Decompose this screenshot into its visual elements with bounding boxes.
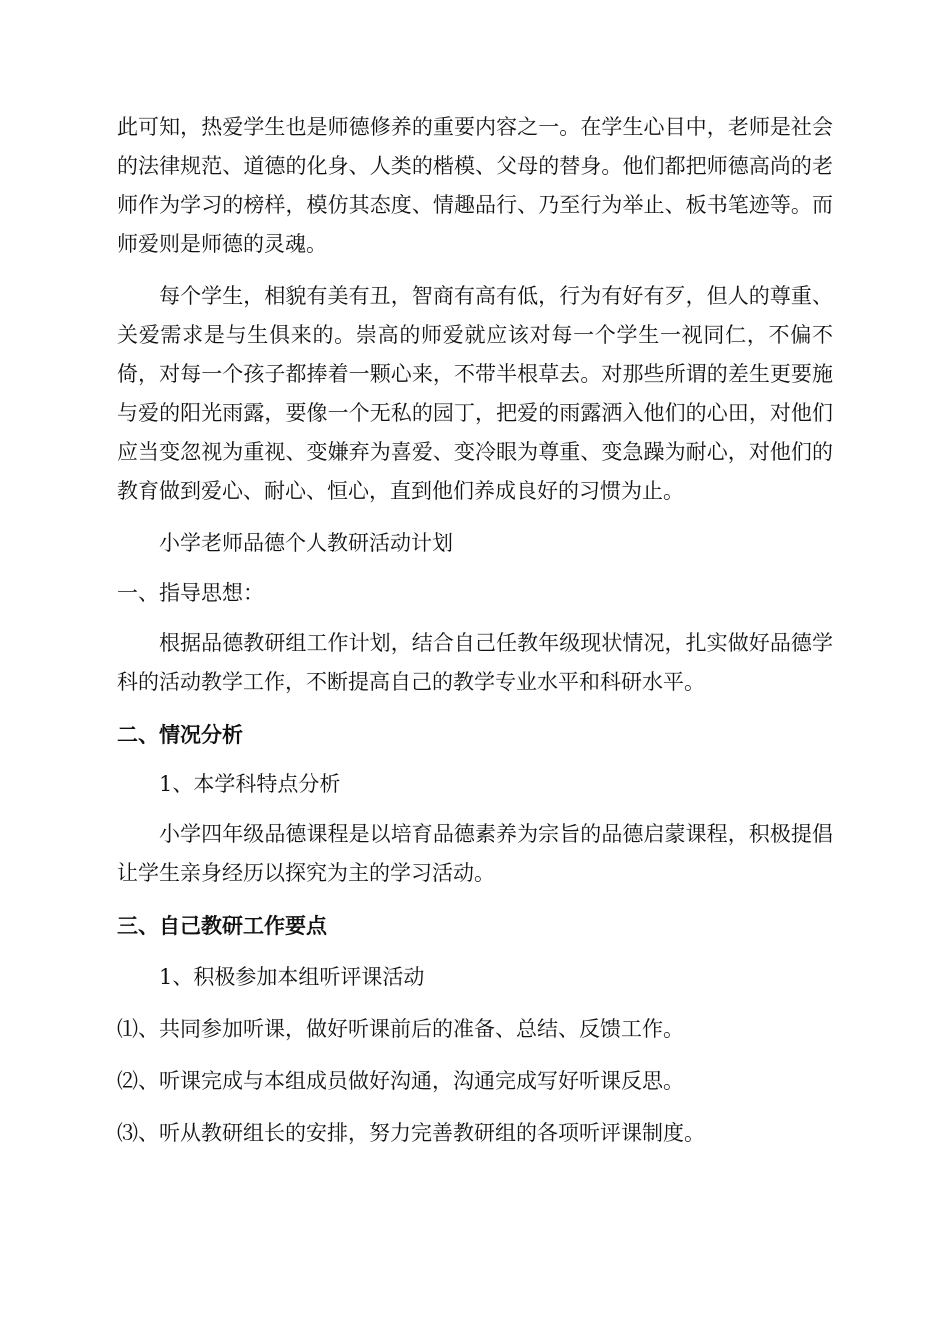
list-item-2: ⑵、听课完成与本组成员做好沟通，沟通完成写好听课反思。 bbox=[117, 1069, 684, 1093]
paragraph-guiding-thought: 根据品德教研组工作计划，结合自己任教年级现状情况，扎实做好品德学科的活动教学工作，不断提高自己的教学专业水平和科研水平。 bbox=[117, 631, 833, 694]
section-heading-work-points: 三、自己教研工作要点 bbox=[117, 913, 327, 938]
paragraph-subject-features: 小学四年级品德课程是以培育品德素养为宗旨的品德启蒙课程，积极提倡让学生亲身经历以探究为主的学习活动。 bbox=[117, 822, 833, 885]
subheading-lesson-activities: 1、积极参加本组听评课活动 bbox=[159, 965, 425, 989]
subheading-subject-features: 1、本学科特点分析 bbox=[159, 772, 341, 796]
document-title: 小学老师品德个人教研活动计划 bbox=[159, 531, 453, 555]
list-item-3: ⑶、听从教研组长的安排，努力完善教研组的各项听评课制度。 bbox=[117, 1121, 705, 1145]
paragraph-students: 每个学生，相貌有美有丑，智商有高有低，行为有好有歹，但人的尊重、关爱需求是与生俱来的。崇高的师爱就应该对每一个学生一视同仁，不偏不倚，对每一个孩子都捧着一颗心来，不带半根草去。对那些所谓的差生更要施与爱的阳光雨露，要像一个无私的园丁，把爱的雨露洒入他们的心田，对他们应当变忽视为重视、变嫌弃为喜爱、变冷眼为尊重、变急躁为耐心，对他们的教育做到爱心、耐心、恒心，直到他们养成良好的习惯为止。 bbox=[117, 284, 833, 503]
section-heading-analysis: 二、情况分析 bbox=[117, 722, 243, 747]
paragraph-continuation: 此可知，热爱学生也是师德修养的重要内容之一。在学生心目中，老师是社会的法律规范、道德的化身、人类的楷模、父母的替身。他们都把师德高尚的老师作为学习的榜样，模仿其态度、情趣品行、乃至行为举止、板书笔迹等。而师爱则是师德的灵魂。 bbox=[117, 115, 833, 256]
document-page bbox=[117, 108, 833, 1153]
section-heading-guiding-thought: 一、指导思想： bbox=[117, 581, 264, 605]
list-item-1: ⑴、共同参加听课，做好听课前后的准备、总结、反馈工作。 bbox=[117, 1017, 684, 1041]
